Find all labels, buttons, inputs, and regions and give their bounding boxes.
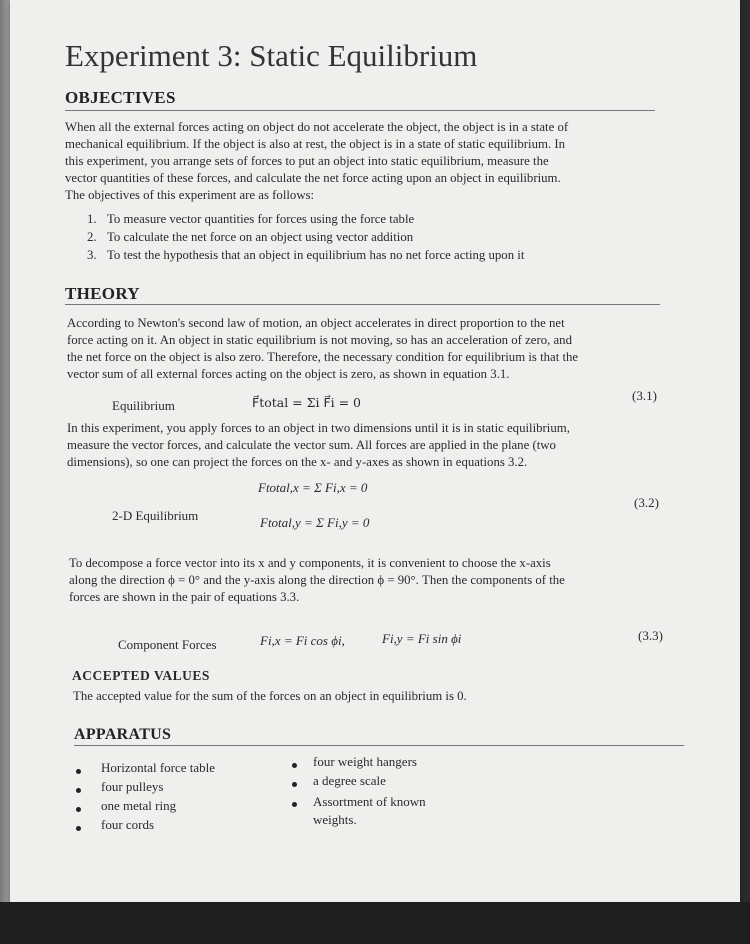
apparatus-item: Horizontal force table (101, 760, 216, 775)
page-title: Experiment 3: Static Equilibrium (65, 38, 478, 73)
apparatus-item: Assortment of known (313, 794, 426, 809)
accepted-values-text: The accepted value for the sum of the forces on an object in equilibrium is 0. (73, 689, 467, 703)
bullet (76, 769, 81, 774)
apparatus-item: weights. (313, 812, 357, 827)
equation-3-1: F⃗total = Σi F⃗i = 0 (252, 395, 362, 410)
equation-3-3-y: Fi,y = Fi sin ϕi (382, 631, 462, 646)
bullet (76, 826, 81, 831)
accepted-values-heading: ACCEPTED VALUES (72, 668, 210, 683)
theory-rule (65, 304, 660, 305)
theory-line: along the direction ϕ = 0° and the y-axis along the direction ϕ = 90°. Then the components of the (69, 573, 565, 587)
equation-label: Component Forces (118, 637, 217, 652)
theory-line: vector sum of all external forces acting on the object is zero, as shown in equation 3.1. (67, 367, 510, 381)
objectives-line: mechanical equilibrium. If the object is also at rest, the object is in a state of static equilibrium. In (65, 137, 565, 151)
equation-label: Equilibrium (112, 398, 175, 413)
theory-line: According to Newton's second law of motion, an object accelerates in direct proportion to the net (67, 316, 565, 330)
objective-number: 3. (87, 248, 97, 262)
apparatus-item: four weight hangers (313, 754, 417, 769)
theory-line: To decompose a force vector into its x and y components, it is convenient to choose the x-axis (69, 556, 551, 570)
equation-3-3-x: Fi,x = Fi cos ϕi, (260, 633, 345, 648)
theory-line: dimensions), so one can project the forces on the x- and y-axes as shown in equations 3.2. (67, 455, 528, 469)
background-surface (0, 902, 750, 944)
theory-line: In this experiment, you apply forces to an object in two dimensions until it is in static equilibrium, (67, 421, 570, 435)
apparatus-item: four cords (101, 817, 155, 832)
objectives-line: this experiment, you arrange sets of forces to put an object into static equilibrium, measure the (65, 154, 549, 168)
theory-line: the net force on the object is also zero. Therefore, the necessary condition for equilibrium is that the (67, 350, 579, 364)
objectives-heading: OBJECTIVES (65, 88, 176, 107)
objectives-line: vector quantities of these forces, and calculate the net force acting upon an object in equilibrium. (65, 171, 561, 185)
apparatus-item: one metal ring (101, 798, 177, 813)
objective-item: To measure vector quantities for forces using the force table (107, 212, 415, 226)
objective-number: 1. (87, 212, 97, 226)
equation-number: (3.1) (632, 388, 657, 403)
equation-number: (3.3) (638, 628, 663, 643)
equation-number: (3.2) (634, 495, 659, 510)
theory-heading: THEORY (65, 284, 140, 303)
bullet (292, 782, 297, 787)
objectives-line: The objectives of this experiment are as follows: (65, 188, 315, 202)
bullet (292, 763, 297, 768)
theory-line: measure the vector forces, and calculate the vector sum. All forces are applied in the plane (two (67, 438, 556, 452)
objectives-line: When all the external forces acting on object do not accelerate the object, the object is in a state of (65, 120, 569, 134)
theory-line: forces are shown in the pair of equations 3.3. (69, 590, 300, 604)
objective-item: To calculate the net force on an object using vector addition (107, 230, 414, 244)
bullet (76, 788, 81, 793)
apparatus-item: a degree scale (313, 773, 386, 788)
apparatus-heading: APPARATUS (74, 726, 172, 743)
objectives-rule (65, 110, 655, 111)
bullet (292, 802, 297, 807)
apparatus-item: four pulleys (101, 779, 164, 794)
theory-line: force acting on it. An object in static equilibrium is not moving, so has an acceleration of zero, and (67, 333, 572, 347)
equation-3-2-y: Ftotal,y = Σ Fi,y = 0 (260, 515, 370, 530)
bullet (76, 807, 81, 812)
document-page (10, 0, 740, 905)
equation-label: 2-D Equilibrium (112, 508, 199, 523)
equation-3-2-x: Ftotal,x = Σ Fi,x = 0 (258, 480, 368, 495)
objective-number: 2. (87, 230, 97, 244)
objective-item: To test the hypothesis that an object in equilibrium has no net force acting upon it (107, 248, 525, 262)
apparatus-rule (74, 745, 684, 746)
